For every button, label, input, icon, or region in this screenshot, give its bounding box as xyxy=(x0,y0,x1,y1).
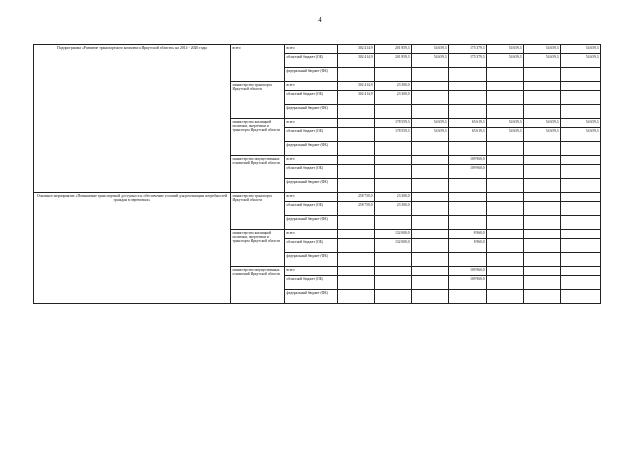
funding-value: 109 960,0 xyxy=(449,267,487,276)
funding-value: 302 414,9 xyxy=(338,82,375,91)
funding-value: 302 414,9 xyxy=(338,91,375,105)
funding-value xyxy=(561,82,601,91)
funding-value: 54 659,3 xyxy=(561,45,601,54)
funding-value xyxy=(375,267,412,276)
funding-value: 8 960,0 xyxy=(449,230,487,239)
funding-value: 54 659,3 xyxy=(412,54,449,68)
funding-value xyxy=(561,239,601,253)
funding-value xyxy=(338,239,375,253)
funding-value xyxy=(561,156,601,165)
funding-value: 178 559,3 xyxy=(375,128,412,142)
funding-value xyxy=(375,68,412,82)
program-title: Основное мероприятие «Повышение транспортной доступности, обеспечение условий для реализации потребностей граждан в перевозках» xyxy=(34,193,231,304)
funding-value xyxy=(561,230,601,239)
funding-source: федеральный бюджет (ФБ) xyxy=(285,68,338,82)
funding-value xyxy=(449,193,487,202)
funding-value xyxy=(338,119,375,128)
funding-value xyxy=(524,202,561,216)
funding-source: областной бюджет (ОБ) xyxy=(285,128,338,142)
funding-value: 132 000,0 xyxy=(375,230,412,239)
funding-value xyxy=(487,202,524,216)
executor-name: министерство транспорта Иркутской области xyxy=(231,193,285,230)
funding-value: 178 559,3 xyxy=(375,119,412,128)
funding-value xyxy=(412,253,449,267)
funding-value xyxy=(412,142,449,156)
funding-value xyxy=(487,68,524,82)
funding-value xyxy=(487,267,524,276)
funding-value: 302 414,9 xyxy=(338,45,375,54)
funding-value xyxy=(375,165,412,179)
funding-value xyxy=(412,230,449,239)
funding-value xyxy=(449,91,487,105)
funding-value xyxy=(524,68,561,82)
funding-value xyxy=(561,276,601,290)
funding-value xyxy=(412,91,449,105)
funding-value xyxy=(449,216,487,230)
funding-value: 54 659,3 xyxy=(561,119,601,128)
funding-value xyxy=(487,179,524,193)
funding-value: 109 960,0 xyxy=(449,156,487,165)
funding-source: всего xyxy=(285,45,338,54)
funding-value xyxy=(524,165,561,179)
funding-value: 23 300,0 xyxy=(375,202,412,216)
funding-source: областной бюджет (ОБ) xyxy=(285,54,338,68)
funding-value xyxy=(412,290,449,304)
executor-name: всего xyxy=(231,45,285,82)
funding-value: 65 619,3 xyxy=(449,128,487,142)
funding-value xyxy=(524,82,561,91)
funding-value: 201 859,3 xyxy=(375,54,412,68)
funding-source: областной бюджет (ОБ) xyxy=(285,239,338,253)
funding-value xyxy=(412,105,449,119)
funding-value xyxy=(487,253,524,267)
funding-value xyxy=(412,267,449,276)
funding-value xyxy=(412,165,449,179)
funding-value xyxy=(561,142,601,156)
funding-value xyxy=(375,253,412,267)
funding-value xyxy=(375,276,412,290)
funding-value: 23 300,0 xyxy=(375,193,412,202)
funding-value xyxy=(487,105,524,119)
funding-value xyxy=(487,230,524,239)
funding-value xyxy=(561,165,601,179)
funding-value xyxy=(561,68,601,82)
funding-source: федеральный бюджет (ФБ) xyxy=(285,142,338,156)
funding-value xyxy=(561,91,601,105)
funding-value: 109 960,0 xyxy=(449,165,487,179)
funding-value xyxy=(375,105,412,119)
funding-value xyxy=(338,290,375,304)
funding-value xyxy=(449,82,487,91)
executor-name: министерство транспорта Иркутской области xyxy=(231,82,285,119)
funding-value xyxy=(338,128,375,142)
funding-value xyxy=(524,239,561,253)
funding-value: 54 659,3 xyxy=(487,45,524,54)
funding-value xyxy=(487,82,524,91)
funding-value xyxy=(487,276,524,290)
funding-value xyxy=(487,216,524,230)
funding-value xyxy=(338,156,375,165)
funding-value xyxy=(412,202,449,216)
funding-value xyxy=(338,276,375,290)
funding-value: 8 960,0 xyxy=(449,239,487,253)
funding-value xyxy=(338,230,375,239)
funding-value xyxy=(412,82,449,91)
funding-value: 54 659,3 xyxy=(412,119,449,128)
funding-value: 175 379,3 xyxy=(449,54,487,68)
executor-name: министерство имущественных отношений Иркутской области xyxy=(231,156,285,193)
funding-value xyxy=(524,290,561,304)
funding-source: федеральный бюджет (ФБ) xyxy=(285,216,338,230)
funding-value xyxy=(338,105,375,119)
funding-value xyxy=(338,68,375,82)
funding-value xyxy=(449,105,487,119)
funding-value: 54 659,3 xyxy=(561,128,601,142)
funding-value: 54 659,3 xyxy=(487,119,524,128)
funding-source: областной бюджет (ОБ) xyxy=(285,276,338,290)
funding-source: областной бюджет (ОБ) xyxy=(285,91,338,105)
funding-value xyxy=(412,216,449,230)
table-body xyxy=(34,45,601,304)
funding-value xyxy=(524,230,561,239)
funding-source: всего xyxy=(285,82,338,91)
funding-value xyxy=(375,142,412,156)
funding-value xyxy=(449,290,487,304)
funding-value xyxy=(487,156,524,165)
funding-value xyxy=(412,156,449,165)
funding-value xyxy=(338,165,375,179)
funding-source: федеральный бюджет (ФБ) xyxy=(285,105,338,119)
funding-value xyxy=(561,202,601,216)
funding-value xyxy=(524,267,561,276)
funding-source: всего xyxy=(285,267,338,276)
funding-value xyxy=(449,253,487,267)
funding-value: 54 659,3 xyxy=(487,128,524,142)
funding-value xyxy=(561,267,601,276)
funding-source: областной бюджет (ОБ) xyxy=(285,202,338,216)
funding-value xyxy=(375,156,412,165)
program-title: Подпрограмма «Развитие транспортного комплекса Иркутской области» на 2014 - 2020 годы xyxy=(34,45,231,193)
funding-value xyxy=(561,105,601,119)
funding-value xyxy=(524,142,561,156)
funding-value: 23 300,0 xyxy=(375,82,412,91)
funding-source: областной бюджет (ОБ) xyxy=(285,165,338,179)
funding-value xyxy=(338,253,375,267)
funding-value: 54 659,3 xyxy=(561,54,601,68)
funding-value: 54 659,3 xyxy=(524,45,561,54)
funding-value xyxy=(487,142,524,156)
funding-value xyxy=(338,142,375,156)
funding-value xyxy=(524,216,561,230)
funding-source: всего xyxy=(285,230,338,239)
funding-value: 23 300,0 xyxy=(375,91,412,105)
funding-value xyxy=(412,239,449,253)
funding-value xyxy=(524,276,561,290)
table-row xyxy=(34,45,601,54)
executor-name: министерство имущественных отношений Иркутской области xyxy=(231,267,285,304)
executor-name: министерство жилищной политики, энергетики и транспорта Иркутской области xyxy=(231,230,285,267)
funding-value xyxy=(524,179,561,193)
funding-value: 54 659,3 xyxy=(524,54,561,68)
funding-value xyxy=(338,216,375,230)
funding-source: всего xyxy=(285,119,338,128)
funding-value: 65 619,3 xyxy=(449,119,487,128)
funding-source: федеральный бюджет (ФБ) xyxy=(285,253,338,267)
funding-value xyxy=(524,193,561,202)
funding-value xyxy=(338,267,375,276)
funding-value xyxy=(487,91,524,105)
funding-value: 54 659,3 xyxy=(412,45,449,54)
funding-value xyxy=(412,193,449,202)
funding-value xyxy=(524,105,561,119)
funding-value: 175 379,3 xyxy=(449,45,487,54)
funding-value: 54 659,3 xyxy=(524,119,561,128)
funding-value xyxy=(449,202,487,216)
funding-value xyxy=(561,193,601,202)
funding-source: всего xyxy=(285,156,338,165)
funding-value xyxy=(487,165,524,179)
funding-value: 54 659,3 xyxy=(524,128,561,142)
funding-value xyxy=(487,290,524,304)
funding-value: 109 960,0 xyxy=(449,276,487,290)
funding-value xyxy=(449,68,487,82)
funding-value: 54 659,3 xyxy=(487,54,524,68)
funding-value: 302 414,9 xyxy=(338,54,375,68)
funding-source: всего xyxy=(285,193,338,202)
funding-value xyxy=(375,216,412,230)
funding-value xyxy=(524,91,561,105)
funding-value xyxy=(561,290,601,304)
funding-value xyxy=(338,179,375,193)
funding-value xyxy=(561,216,601,230)
funding-value xyxy=(524,156,561,165)
funding-value xyxy=(412,68,449,82)
page-number: 4 xyxy=(318,16,322,24)
table-row xyxy=(34,193,601,202)
funding-value xyxy=(412,276,449,290)
funding-source: федеральный бюджет (ФБ) xyxy=(285,290,338,304)
funding-value xyxy=(487,193,524,202)
funding-table xyxy=(33,44,601,304)
funding-value xyxy=(412,179,449,193)
funding-value xyxy=(449,142,487,156)
executor-name: министерство жилищной политики, энергетики и транспорта Иркутской области xyxy=(231,119,285,156)
funding-value xyxy=(561,253,601,267)
funding-value: 258 750,0 xyxy=(338,193,375,202)
funding-value xyxy=(375,290,412,304)
funding-value: 258 750,0 xyxy=(338,202,375,216)
funding-source: федеральный бюджет (ФБ) xyxy=(285,179,338,193)
funding-value xyxy=(449,179,487,193)
funding-value: 132 000,0 xyxy=(375,239,412,253)
funding-value xyxy=(487,239,524,253)
funding-value xyxy=(524,253,561,267)
funding-value xyxy=(375,179,412,193)
funding-value xyxy=(561,179,601,193)
funding-value: 201 859,3 xyxy=(375,45,412,54)
funding-value: 54 659,3 xyxy=(412,128,449,142)
